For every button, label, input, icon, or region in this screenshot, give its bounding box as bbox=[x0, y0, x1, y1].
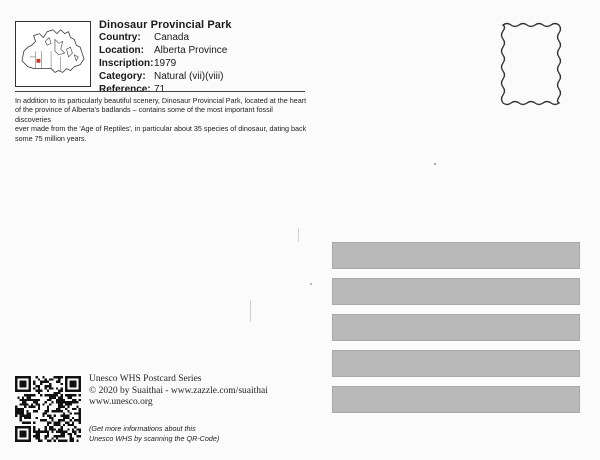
unesco-link: www.unesco.org bbox=[89, 397, 153, 408]
address-line[interactable] bbox=[332, 314, 580, 341]
description-line: of the province of Alberta's badlands – contains some of the most important fossil discoveries bbox=[15, 105, 273, 124]
description-line: ever made from the 'Age of Reptiles', in particular about 35 species of dinosaur, dating back bbox=[15, 124, 307, 134]
series-credits bbox=[89, 374, 268, 409]
copyright-line: © 2020 by Suaithai - www.zazzle.com/suaithai bbox=[89, 385, 268, 396]
info-value: Alberta Province bbox=[154, 45, 228, 56]
info-value: Natural (vii)(viii) bbox=[154, 71, 224, 82]
info-row-category bbox=[99, 70, 227, 83]
info-label: Inscription: bbox=[99, 58, 154, 69]
info-value: Canada bbox=[154, 32, 190, 43]
description-line: some 75 million years. bbox=[15, 133, 87, 143]
scan-speck bbox=[298, 228, 299, 242]
info-row-country bbox=[99, 31, 227, 44]
series-title: Unesco WHS Postcard Series bbox=[89, 374, 202, 384]
info-label: Category: bbox=[99, 71, 146, 82]
park-description bbox=[15, 96, 310, 143]
scan-speck bbox=[310, 283, 312, 285]
qr-note-line: Unesco WHS by scanning the QR-Code) bbox=[89, 433, 220, 443]
canada-map-icon bbox=[15, 21, 91, 87]
stamp-placeholder-icon bbox=[498, 20, 565, 108]
description-line: In addition to its particularly beautiful scenery, Dinosaur Provincial Park, located at the heart bbox=[15, 96, 307, 105]
qr-code-icon bbox=[15, 376, 81, 442]
info-label: Location: bbox=[99, 45, 144, 56]
info-row-inscription bbox=[99, 57, 227, 70]
address-line[interactable] bbox=[332, 386, 580, 413]
address-line[interactable] bbox=[332, 242, 580, 269]
address-lines bbox=[332, 242, 580, 422]
scan-speck bbox=[434, 163, 436, 165]
info-value: 1979 bbox=[154, 58, 177, 69]
address-line[interactable] bbox=[332, 350, 580, 377]
address-line[interactable] bbox=[332, 278, 580, 305]
info-value: 71 bbox=[154, 84, 166, 95]
divider bbox=[15, 91, 305, 92]
scan-speck bbox=[250, 300, 251, 322]
info-row-reference bbox=[99, 83, 227, 96]
info-row-location bbox=[99, 44, 227, 57]
info-label: Country: bbox=[99, 32, 141, 43]
qr-note-line: (Get more informations about this bbox=[89, 424, 196, 433]
park-info-table bbox=[99, 31, 227, 96]
qr-note bbox=[89, 424, 219, 443]
info-label: Reference: bbox=[99, 84, 151, 95]
park-title: Dinosaur Provincial Park bbox=[99, 19, 232, 31]
